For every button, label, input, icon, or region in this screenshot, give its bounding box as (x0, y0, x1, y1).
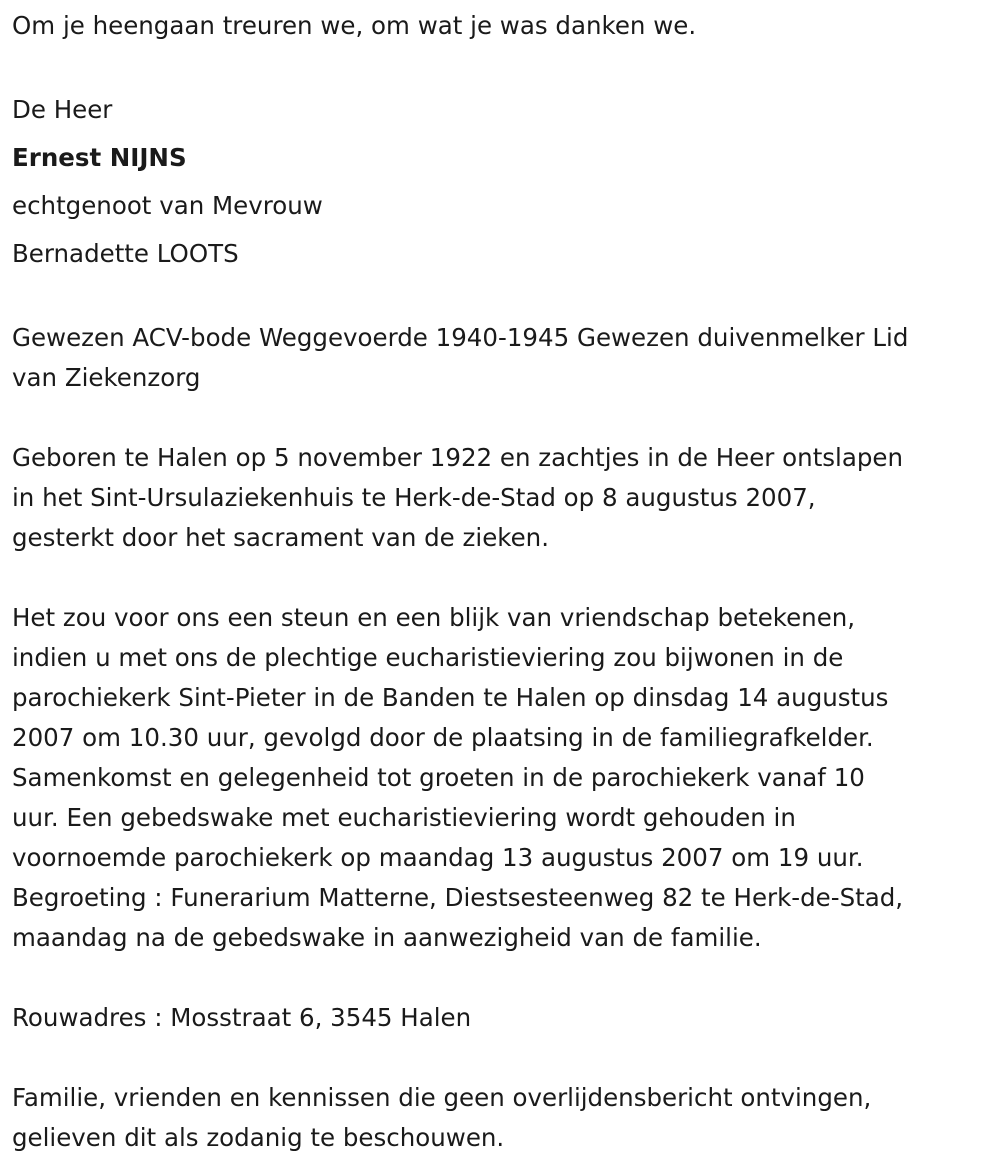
ceremony-line: maandag na de gebedswake in aanwezigheid van de familie. (12, 923, 762, 952)
deceased-block (12, 86, 988, 278)
ceremony-paragraph (12, 598, 988, 958)
closing-paragraph (12, 1078, 988, 1158)
spouse-line-2: Bernadette LOOTS (12, 239, 239, 268)
ceremony-line: Het zou voor ons een steun en een blijk van vriendschap betekenen, (12, 603, 856, 632)
biography-line: Gewezen ACV-bode Weggevoerde 1940-1945 Gewezen duivenmelker Lid (12, 323, 909, 352)
mourning-address: Rouwadres : Mosstraat 6, 3545 Halen (12, 1003, 472, 1032)
closing-line: Familie, vrienden en kennissen die geen overlijdensbericht ontvingen, (12, 1083, 872, 1112)
deceased-name: Ernest NIJNS (12, 143, 187, 172)
biography-line: van Ziekenzorg (12, 363, 201, 392)
spouse-line-1: echtgenoot van Mevrouw (12, 191, 323, 220)
ceremony-line: indien u met ons de plechtige eucharistieviering zou bijwonen in de (12, 643, 844, 672)
birth-death-line: Geboren te Halen op 5 november 1922 en zachtjes in de Heer ontslapen (12, 443, 904, 472)
ceremony-line: Begroeting : Funerarium Matterne, Diestsesteenweg 82 te Herk-de-Stad, (12, 883, 904, 912)
birth-death-line: in het Sint-Ursulaziekenhuis te Herk-de-Stad op 8 augustus 2007, (12, 483, 816, 512)
birth-death-line: gesterkt door het sacrament van de zieken. (12, 523, 549, 552)
ceremony-line: parochiekerk Sint-Pieter in de Banden te Halen op dinsdag 14 augustus (12, 683, 889, 712)
closing-line: gelieven dit als zodanig te beschouwen. (12, 1123, 505, 1152)
ceremony-line: 2007 om 10.30 uur, gevolgd door de plaatsing in de familiegrafkelder. (12, 723, 874, 752)
birth-death-paragraph (12, 438, 988, 558)
salutation: De Heer (12, 95, 113, 124)
ceremony-line: Samenkomst en gelegenheid tot groeten in de parochiekerk vanaf 10 (12, 763, 865, 792)
motto: Om je heengaan treuren we, om wat je was danken we. (12, 11, 697, 40)
ceremony-line: voornoemde parochiekerk op maandag 13 augustus 2007 om 19 uur. (12, 843, 864, 872)
ceremony-line: uur. Een gebedswake met eucharistieviering wordt gehouden in (12, 803, 796, 832)
biography-paragraph (12, 318, 988, 398)
